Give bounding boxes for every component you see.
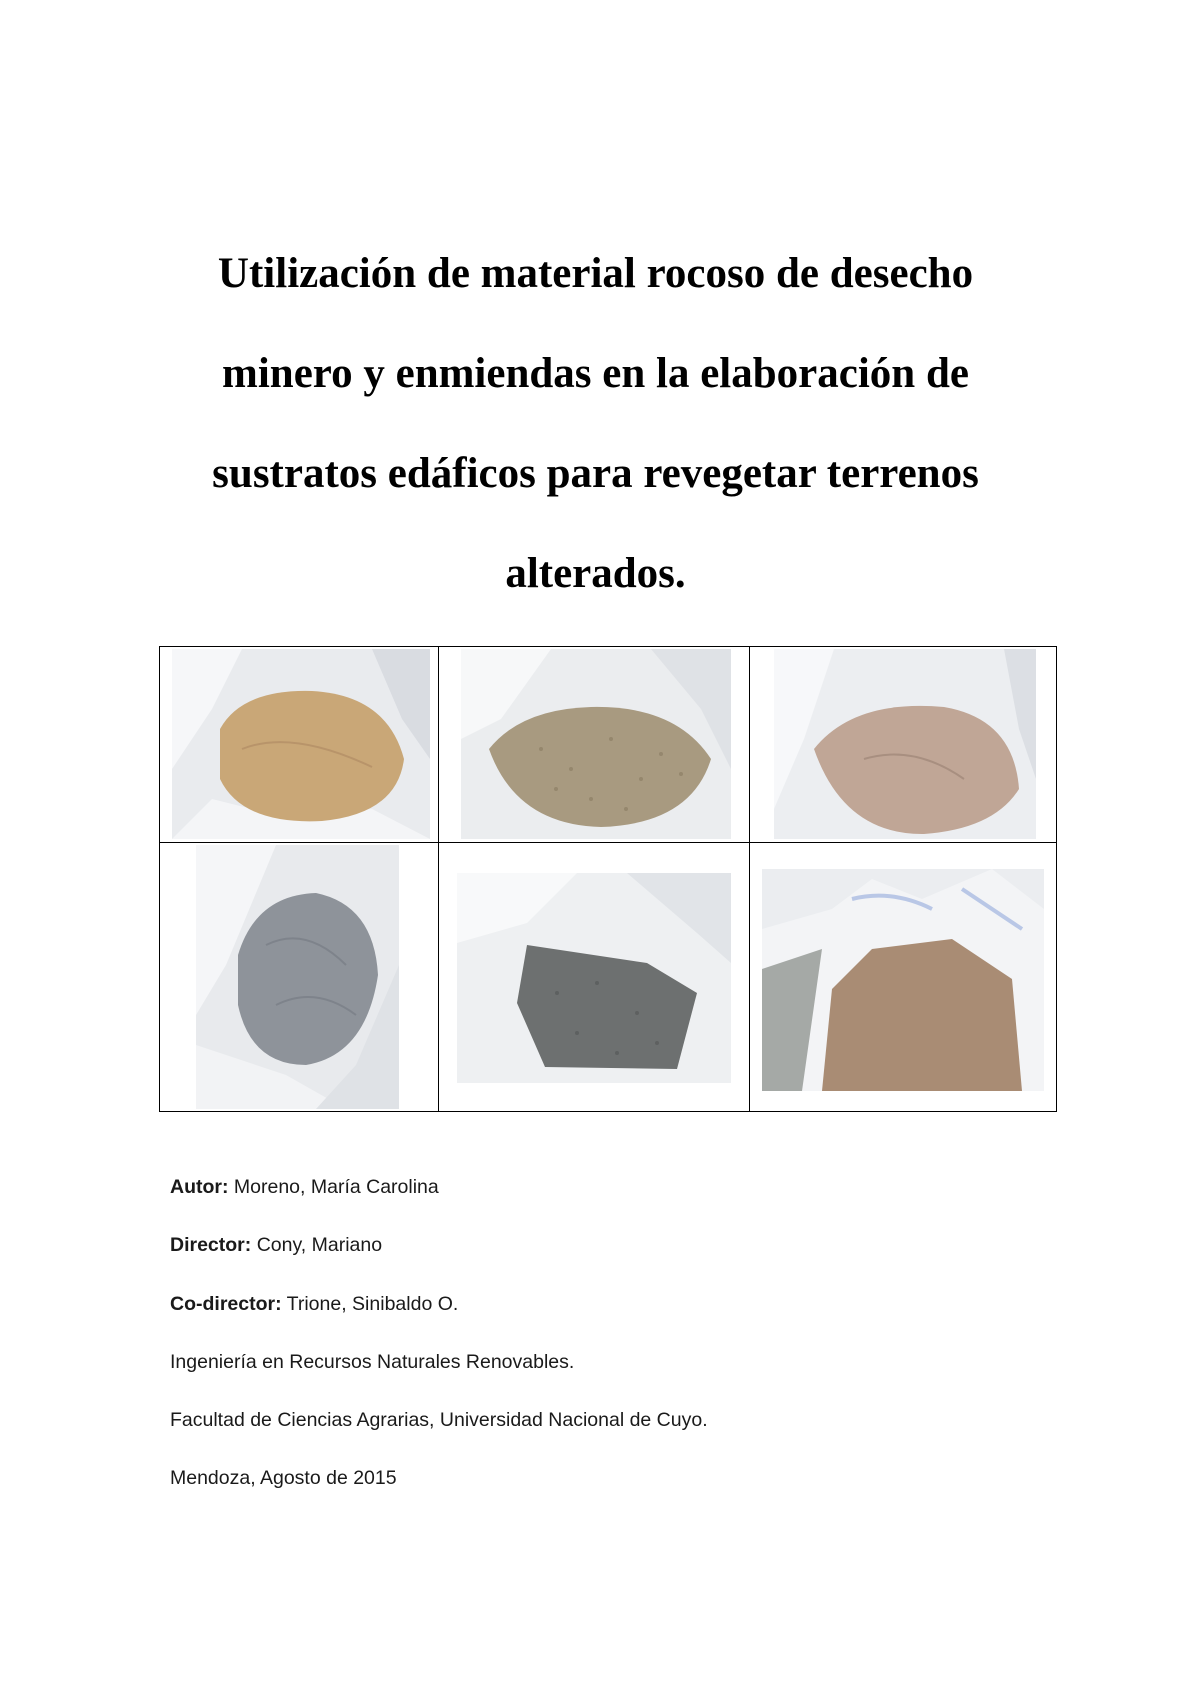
codirector-line	[170, 1289, 708, 1347]
director-value: Cony, Mariano	[256, 1234, 383, 1257]
sample-bag-brown-soil-photo	[762, 869, 1044, 1091]
author-label: Autor:	[170, 1176, 229, 1198]
photo-cell-5	[439, 843, 750, 1111]
sample-bag-pinkish-sand-photo	[774, 649, 1036, 839]
thesis-title-line-3: sustratos edáficos para revegetar terrenos	[212, 450, 979, 497]
sample-bag-dark-gravel-photo	[457, 873, 731, 1083]
thesis-title-line-1: Utilización de material rocoso de desecho	[217, 250, 974, 297]
director-line	[170, 1230, 708, 1288]
place-date-line: Mendoza, Agosto de 2015	[170, 1467, 397, 1490]
photo-cell-4	[160, 843, 439, 1111]
author-line	[170, 1172, 708, 1230]
director-label: Director:	[170, 1234, 252, 1257]
thesis-title-line-4: alterados.	[505, 550, 686, 597]
sample-photo-grid	[159, 646, 1057, 1112]
thesis-metadata	[170, 1172, 708, 1522]
photo-cell-6	[750, 843, 1056, 1111]
sample-bag-gray-clay-photo	[196, 845, 399, 1109]
codirector-label: Co-director:	[170, 1292, 282, 1315]
photo-cell-3	[750, 647, 1056, 843]
photo-cell-2	[439, 647, 750, 843]
degree-line: Ingeniería en Recursos Naturales Renovables.	[170, 1350, 575, 1373]
thesis-title-line-2: minero y enmiendas en la elaboración de	[222, 350, 969, 397]
faculty-line: Facultad de Ciencias Agrarias, Universidad Nacional de Cuyo.	[170, 1409, 708, 1432]
author-value: Moreno, María Carolina	[233, 1176, 439, 1198]
sample-bag-gravel-photo	[461, 649, 731, 839]
sample-bag-tan-powder-photo	[172, 649, 430, 839]
codirector-value: Trione, Sinibaldo O.	[286, 1292, 459, 1315]
thesis-title	[150, 224, 1041, 624]
photo-cell-1	[160, 647, 439, 843]
